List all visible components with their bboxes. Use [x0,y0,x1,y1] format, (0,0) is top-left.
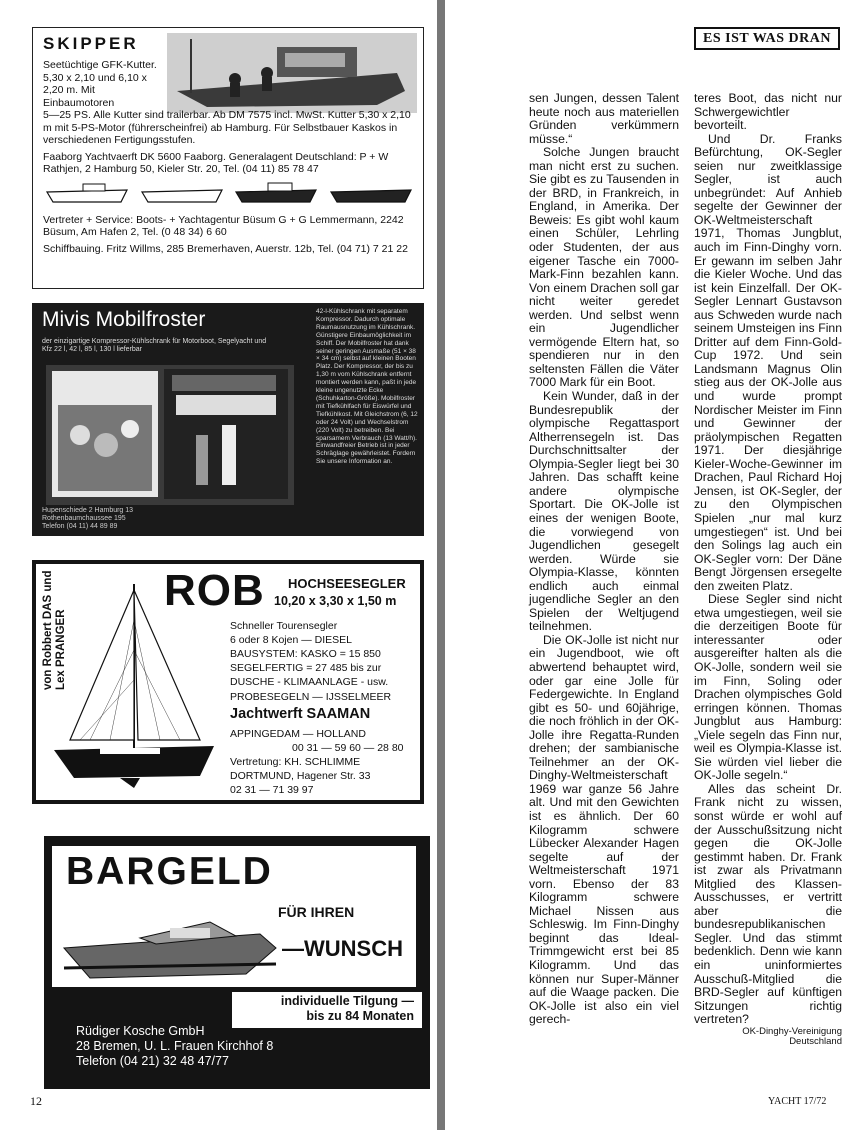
article-section-header: ES IST WAS DRAN [694,27,840,50]
bargeld-tilgung [232,992,422,1028]
bargeld-firm [76,1024,273,1069]
skipper-yard: Faaborg Yachtvaerft DK 5600 Faaborg. Generalagent Deutschland: P + W Rathjen, 2 Hamburg 50, Kieler Str. 20, Tel. (04 11) 85 78 47 [43,150,389,175]
rob-price-kasko: BAUSYSTEM: KASKO = 15 850 [230,648,381,660]
boat-sketch-icon [138,180,226,206]
skipper-ad [32,27,424,289]
bargeld-ad [44,836,430,1089]
signature-line: Deutschland [789,1035,842,1047]
rob-line: DORTMUND, Hagener Str. 33 [230,770,371,782]
bargeld-tilgung-line: bis zu 84 Monaten [306,1009,414,1023]
rob-phone: 00 31 — 59 60 — 28 80 [292,742,404,754]
article-paragraph: Solche Jungen braucht man nicht erst zu suchen. Sie gibt es zu Tausenden in der BRD, in Frankreich, in England, in Amerika. Der Beweis: Es gibt wohl kaum einen Schüler, Lehrling oder Studenten, der aus eigener Tasche ein 7000-Mark-Finn bezahlen kann. Von einem Drachen soll gar nicht weiter geredet werden. Und selbst wenn ein Jugendlicher vermögende Eltern hat, so spendieren nur in den seltensten Fällen die Väter 7000 Mark für ein Boot. [529,145,679,390]
skipper-details: 5—25 PS. Alle Kutter sind trailerbar. Ab DM 7575 incl. MwSt. Kutter 5,30 x 2,10 m mit 5-PS-Motor (führerscheinfrei) ab Hamburg. Für Selbstbauer Kaskos in verschiedenen Fertigungsstufen. [43,109,411,146]
skipper-body [43,109,415,259]
bargeld-panel [52,846,416,987]
rob-type: HOCHSEESEGLER [288,576,406,591]
skipper-boat-drawings [43,180,415,208]
boat-sketch-icon [43,180,131,206]
article-column-2 [694,92,842,1092]
article-paragraph: sen Jungen, dessen Talent heute noch aus materiellen Gründen verkümmern müsse.“ [529,91,679,146]
bargeld-fuer-ihren: FÜR IHREN [278,904,355,920]
article-paragraph: Diese Segler sind nicht etwa umgestiegen, weil sie die derzeitigen Boote für interessanter oder ausgereifter halten als die OK-Jolle, sondern weil sie im Finn, Soling oder Drachen olympisches Gold erringen können. Thomas Jungblut aus Hamburg: „Viele segeln das Finn nur, weil es Olympia-Klasse ist. Sie würden viel lieber die OK-Jolle segeln.“ [694,592,842,783]
article-paragraph: Die OK-Jolle ist nicht nur ein Jugendboot, wie oft abwertend behauptet wird, oder gar eine Jolle für Federgewichte. In England gibt es 50- und 60jährige, die noch fröhlich in der OK-Jolle ihre Regatta-Runden drehen; der sambianische Teilnehmer an der OK-Dinghy-Weltmeisterschaft 1969 war ganze 56 Jahre alt. Und mit den Gewichten ist es ähnlich. Der 60 Kilogramm schwere Lübecker Alexander Hagen segelte auf der Weltmeisterschaft 1971 vorn. Ebenso der 83 Kilogramm schwere Michael Nissen aus Schleswig. Im Finn-Dinghy beginnt das Ideal-Trimmgewicht erst bei 85 Kilogramm. Und das können nur Super-Männer auf die Waage packen. Die OK-Jolle ist also ein viel gerech- [529,632,679,1027]
article-paragraph: Alles das scheint Dr. Frank nicht zu wissen, sonst würde er wohl auf der Ausschußsitzung nicht gegen die OK-Jolle gestimmt haben. Dr. Frank ist zwar als Privatmann Mitglied des Klassen-Ausschusses, er vertritt aber die bundesrepublikanischen Segler. Und das stimmt bedenklich. Denn wie kann ein uninformiertes Ausschuß-Mitglied die BRD-Segler auf künftigen Sitzungen richtig vertreten? [694,781,842,1027]
magazine-issue: YACHT 17/72 [768,1096,827,1107]
signature-line: OK-Dinghy-Vereinigung [742,1025,842,1037]
bargeld-tilgung-line: individuelle Tilgung — [280,994,414,1008]
rob-ad [32,560,424,804]
fridge-photo [46,365,294,505]
rob-line: Schneller Tourensegler [230,620,338,632]
rob-ad-panel [36,564,420,800]
mivis-ad [32,303,424,536]
rob-yard: Jachtwerft SAAMAN [230,706,371,722]
rob-dimensions: 10,20 x 3,30 x 1,50 m [274,594,397,608]
article-column-1 [529,92,679,1092]
article-paragraph: teres Boot, das nicht nur Schwergewichtler bevorteilt. [694,91,842,133]
mivis-address-line: Rothenbaumchaussee 195 [42,515,126,522]
mivis-title: Mivis Mobilfroster [42,308,206,331]
mivis-subtitle: der einzigartige Kompressor-Kühlschrank für Motorboot, Segelyacht und Kfz 22 l, 42 l, 85 l, 130 l lieferbar [42,338,267,353]
mivis-specs: 42-l-Kühlschrank mit separatem Kompressor. Dadurch optimale Raumausnutzung im Kühlschrank. Günstigere Einbaumöglichkeit im Schiff. Der Mobilfroster hat dank seiner geringen Ausmaße (51 × 38 × 34 cm) selbst auf kleinen Booten Platz. Der Kompressor, der bis zu 1,30 m vom Kühlschrank entfernt montiert werden kann, paßt in jede kleine ungenutzte Ecke (Schuhkarton-Größe). Mobilfroster mit Tiefkühlfach für Eiswürfel und Tiefkühlkost. Mit Gleichstrom (6, 12 oder 24 Volt) und Wechselstrom (220 Volt) zu betreiben. Bei sparsamem Verbrauch (13 Watt/h). Einwandfreier Betrieb ist in jeder Schräglage gewährleistet. Fordern Sie unsere Information an. [316,308,418,466]
skipper-boat-photo [167,33,417,113]
skipper-schiffbau: Schiffbauing. Fritz Willms, 285 Bremerhaven, Auerstr. 12b, Tel. (04 71) 7 21 22 [43,242,408,255]
boat-sketch-icon [327,180,415,206]
bargeld-firm-address: 28 Bremen, U. L. Frauen Kirchhof 8 [76,1039,274,1053]
bargeld-firm-name: Rüdiger Kosche GmbH [76,1024,205,1038]
bargeld-headline: BARGELD [66,850,273,893]
mivis-address [42,507,133,531]
rob-line: DUSCHE - KLIMAANLAGE - usw. [230,676,389,688]
rob-designers: von Robbert DAS und Lex PRANGER [42,570,67,690]
rob-name: ROB [164,566,265,615]
article-signature [694,1027,842,1047]
rob-line: PROBESEGELN — IJSSELMEER [230,691,392,703]
rob-line: APPINGEDAM — HOLLAND [230,728,366,740]
page-number: 12 [30,1094,42,1108]
bargeld-firm-phone: Telefon (04 21) 32 48 47/77 [76,1054,229,1068]
skipper-lede: Seetüchtige GFK-Kutter. 5,30 x 2,10 und 6,10 x 2,20 m. Mit Einbaumotoren [43,59,157,109]
skipper-title: SKIPPER [43,34,139,53]
article-paragraph: Und Dr. Franks Befürchtung, OK-Segler seien nur zweitklassige Segler, ist auch unbegründet: Auf Anhieb segelte der Gewinner der OK-Weltmeisterschaft 1971, Thomas Jungblut, auch im Finn-Dinghy vorn. Er gewann im selben Jahr die Kieler Woche. Und das ist kein Einzelfall. Der OK-Segler Lennart Gustavson aus Schweden wurde nach seinem Umsteigen ins Finn Dritter auf dem Finn-Gold-Cup 1972. Und sein Landsmann Magnus Olin stieg aus der OK-Jolle aus und wurde prompt Nordischer Meister im Finn und Gewinner der präolympischen Regatten 1971. Der diesjährige Kieler-Woche-Gewinner im Drachen, Paul Richard Hoj Jensen, ist OK-Segler, der zu den Olympischen Spielen „nur mal kurz umgestiegen“ ist. Und bei den Solings lag auch ein OK-Segler vorn: Der Däne Bengt Jörgensen ersegelte den zweiten Platz. [694,131,842,593]
rob-line: Vertretung: KH. SCHLIMME [230,756,361,768]
motorboat-illustration [60,908,280,984]
mivis-address-line: Hupenschiede 2 Hamburg 13 [42,507,134,514]
rob-phone: 02 31 — 71 39 97 [230,784,314,796]
boat-sketch-icon [232,180,320,206]
bargeld-wunsch: —WUNSCH [282,936,403,961]
rob-line: 6 oder 8 Kojen — DIESEL [230,634,352,646]
mivis-phone: Telefon (04 11) 44 89 89 [42,523,118,530]
page-gutter [437,0,445,1130]
rob-price-segelfertig: SEGELFERTIG = 27 485 bis zur [230,662,382,674]
skipper-vertreter: Vertreter + Service: Boots- + Yachtagentur Büsum G + G Lemmermann, 2242 Büsum, Am Hafen 2, Tel. (0 48 34) 6 60 [43,213,404,238]
article-paragraph: Kein Wunder, daß in der Bundesrepublik der olympische Regattasport Altherrensegeln ist. Das Durchschnittsalter der Olympia-Segler liegt bei 30 Jahren. Das schafft keine andere olympische Sportart. Die OK-Jolle ist eines der wenigen Boote, die vorwiegend von Jugendlichen gesegelt werden. Würde sie Olympia-Klasse, könnten endlich auch einmal jugendliche Segler an den Spielen der Weltjugend teilnehmen. [529,389,679,634]
